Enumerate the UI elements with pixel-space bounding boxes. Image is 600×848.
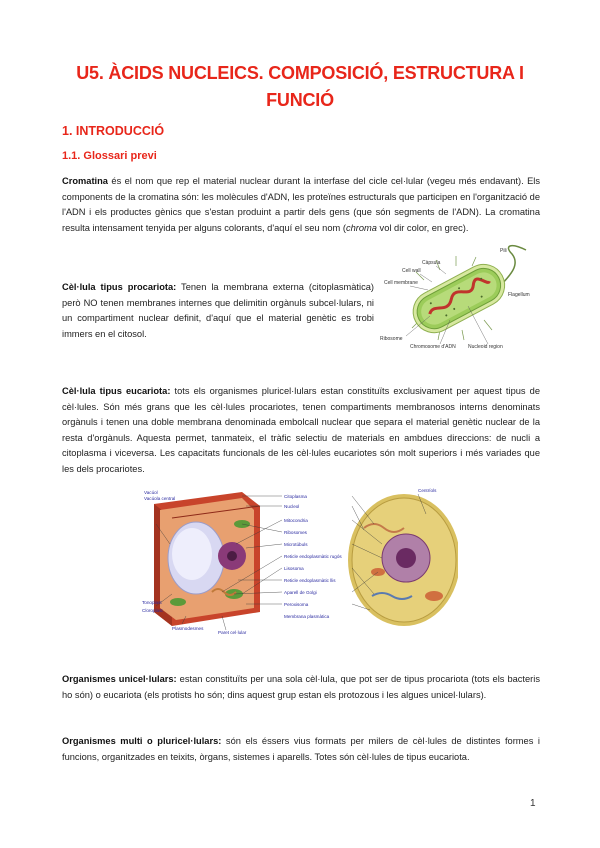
paragraph-cromatina xyxy=(62,174,540,236)
eukaryote-illustration xyxy=(142,484,458,636)
unicel-text: estan constituïts per una sola cèl·lula, que pot ser de tipus procariota (tots els bacteris ho són) o eucariota (els protists ho són; dins aquest grup estan els protozous i les algues unicel·lulars). xyxy=(62,674,540,700)
label-ribosome: Ribosome xyxy=(380,336,403,342)
paragraph-unicel xyxy=(62,672,540,703)
label-tonoplast: Tonoplast xyxy=(142,600,162,605)
cromatina-italic: chroma xyxy=(345,222,377,233)
paragraph-eucariota xyxy=(62,384,540,478)
subsection-heading: 1.1. Glossari previ xyxy=(62,150,157,162)
label-mitochondria: Mitocondria xyxy=(284,518,308,523)
label-chromosome: Chromosome d'ADN xyxy=(410,344,456,350)
label-ser: Reticle endoplasmàtic llis xyxy=(284,578,336,583)
label-cell-wall-plant: Paret cel·lular xyxy=(218,630,247,635)
label-cell-wall: Cell wall xyxy=(402,268,421,274)
term-eucariota: Cèl·lula tipus eucariota: xyxy=(62,386,171,396)
label-peroxisome: Peroxisoma xyxy=(284,602,309,607)
label-ribosomes: Ribosomes xyxy=(284,530,307,535)
label-nucleolus: Nucleol xyxy=(284,504,300,509)
label-cytoplasm: Citoplasma xyxy=(284,494,307,499)
label-nucleoid: Nucleoid region xyxy=(468,344,503,350)
section-heading: 1. INTRODUCCIÓ xyxy=(62,124,165,138)
eucariota-text: tots els organismes pluricel·lulars estan constituïts exclusivament per aquest tipus de cèl·lules. Són més grans que les cèl·lules procariotes, tenen compartiments membranosos interns denominats orgànuls i tenen una doble membrana denominada embolcall nuclear que separa el material genètic nuclear de la resta d'orgànuls. Aquesta permet, tanmateix, el tràfic selectiu de materials en ambdues direccions: de nucli a citoplasma i viceversa. Les capacitats funcionals de les cèl·lules eucariotes són molt superiors i més variades que les dels procariotes. xyxy=(62,386,540,474)
page-number: 1 xyxy=(530,798,536,809)
procariota-text: Tenen la membrana externa (citoplasmàtica) però NO tenen membranes internes que delimitin orgànuls subcel·lulars, ni un compartiment nuclear definit, d'aquí que el material genètic es trobi immers en el citosol. xyxy=(62,282,374,339)
cromatina-text-b: vol dir color, en grec). xyxy=(376,222,469,233)
page-title: U5. ÀCIDS NUCLEICS. COMPOSICIÓ, ESTRUCTURA I FUNCIÓ xyxy=(76,63,524,110)
label-rer: Reticle endoplasmàtic rugós xyxy=(284,554,342,559)
cromatina-text-a: és el nom que rep el material nuclear durant la interfase del cicle cel·lular (vegeu més endavant). Els components de la cromatina són: les molècules d'ADN, les proteïnes estructurals que participen en l'organització de l'ADN i els productes gènics que s'estan produint a partir dels gens (que són segments de l'ADN). La cromatina resulta intensament tenyida per alguns colorants, d'aquí el seu nom ( xyxy=(62,176,540,233)
prokaryote-illustration xyxy=(380,244,540,360)
label-microtubules: Microtúbuls xyxy=(284,542,308,547)
term-pluricel: Organismes multi o pluricel·lulars: xyxy=(62,736,222,746)
label-golgi: Aparell de Golgi xyxy=(284,590,317,595)
label-vacuole-central: Vacúola central xyxy=(144,496,176,501)
label-cell-membrane: Cell membrane xyxy=(384,280,418,286)
label-vacuole: Vacúol xyxy=(144,490,158,495)
term-procariota: Cèl·lula tipus procariota: xyxy=(62,282,177,292)
label-flagellum: Flagellum xyxy=(508,292,530,298)
paragraph-pluricel xyxy=(62,734,540,765)
paragraph-procariota xyxy=(62,280,374,342)
term-unicel: Organismes unicel·lulars: xyxy=(62,674,177,684)
label-plasmodesm: Plasmodesmes xyxy=(172,626,204,631)
label-pili: Pili xyxy=(500,248,507,254)
label-centriole: Centríols xyxy=(418,488,437,493)
label-capsule: Càpsula xyxy=(422,260,441,266)
label-membrane: Membrana plasmàtica xyxy=(284,614,330,619)
term-cromatina: Cromatina xyxy=(62,176,108,186)
label-lysosome: Lisosoma xyxy=(284,566,304,571)
pluricel-text: són els éssers vius formats per milers de cèl·lules de distintes formes i funcions, organitzades en teixits, òrgans, sistemes i aparells. Totes són cèl·lules de tipus eucariota. xyxy=(62,736,540,762)
label-chloroplast: Cloroplast xyxy=(142,608,163,613)
